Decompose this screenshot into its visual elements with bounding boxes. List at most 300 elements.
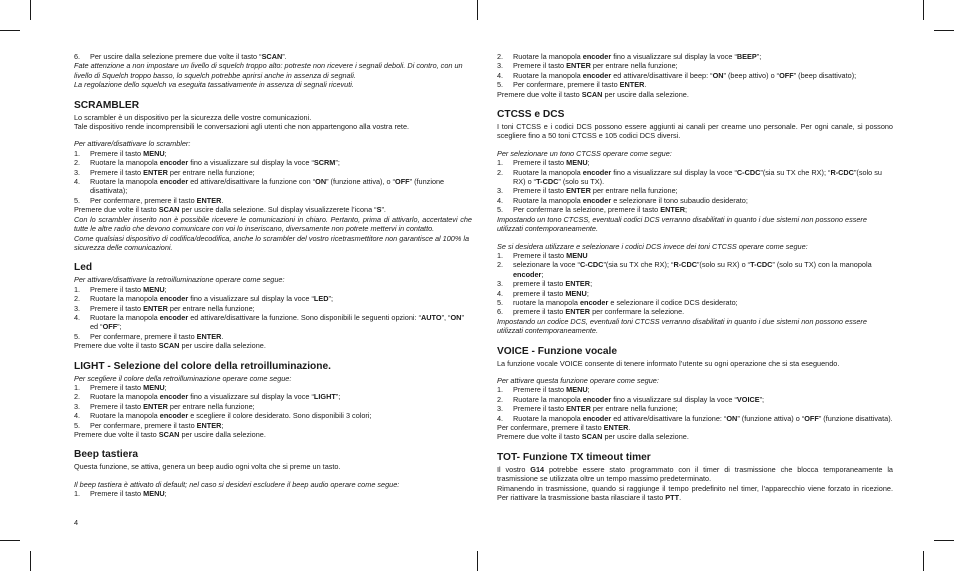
list-item: [74, 392, 472, 401]
list-item: [497, 52, 893, 61]
text-run: per entrare nella funzione;: [590, 404, 678, 414]
list-text: [90, 402, 472, 411]
list-item: [497, 158, 893, 167]
list-number: 6.: [497, 307, 504, 317]
bold-text: ENTER: [196, 195, 222, 205]
bold-text: encoder: [159, 177, 189, 187]
text-run: Premere due volte il tasto: [497, 432, 582, 442]
text-run: Premere due volte il tasto: [74, 341, 159, 351]
text-run: Per attivare questa funzione operare come segue:: [497, 375, 659, 385]
list-number: 5.: [74, 420, 81, 430]
list-text: [90, 158, 472, 167]
list-number: 1.: [74, 382, 81, 392]
text-run: per uscire dalla selezione.: [602, 432, 689, 442]
text-run: Premere il tasto: [90, 489, 144, 499]
bold-text: encoder: [159, 158, 189, 168]
text-run: ;: [164, 148, 167, 158]
spacer: [497, 141, 893, 149]
text-run: Ruotare la manopola: [90, 294, 160, 304]
bold-text: SCAN: [158, 430, 180, 439]
list-text: [513, 71, 893, 80]
section-heading: TOT- Funzione TX timeout timer: [497, 451, 651, 463]
list-number: 3.: [74, 401, 81, 411]
text-run: Premere il tasto: [513, 385, 567, 395]
list-number: 4.: [74, 312, 81, 322]
bold-text: encoder: [582, 167, 612, 177]
list-item: [497, 404, 893, 413]
list-number: 1.: [497, 158, 504, 168]
list-item: [74, 158, 472, 167]
bold-text: encoder: [582, 195, 612, 205]
bold-text: encoder: [582, 70, 612, 80]
text-run: Ruotare la manopola: [513, 394, 583, 404]
bold-text: VOICE: [736, 394, 760, 404]
paragraph: [497, 432, 893, 441]
list-number: 5.: [497, 297, 504, 307]
spacer: [497, 368, 893, 376]
text-run: ;: [164, 382, 167, 392]
section-heading: LIGHT - Selezione del colore della retroilluminazione.: [74, 360, 332, 372]
list-number: 4.: [497, 288, 504, 298]
list-text: [513, 289, 893, 298]
list-text: [513, 414, 893, 423]
text-run: Per confermare, premere il tasto: [90, 420, 197, 430]
spacer: [497, 234, 893, 242]
paragraph: [74, 205, 472, 214]
text-run: fino a visualizzare sul display la voce “: [611, 394, 737, 404]
text-run: Premere il tasto: [90, 284, 144, 294]
text-run: e selezionare il codice DCS desiderato;: [608, 297, 738, 307]
text-run: Ruotare la manopola: [513, 167, 583, 177]
text-run: La regolazione dello squelch va eseguita tassativamente in assenza di segnali ricevuti.: [74, 80, 354, 90]
list-text: [513, 279, 893, 288]
bold-text: encoder: [582, 52, 612, 61]
list-item: [74, 52, 472, 61]
list-item: [497, 385, 893, 394]
list-number: 4.: [497, 70, 504, 80]
bold-text: SCAN: [261, 52, 283, 61]
text-run: .: [221, 331, 224, 341]
bold-text: encoder: [159, 294, 189, 304]
bold-text: LIGHT: [313, 392, 336, 402]
text-run: ” (funzione attiva), o “: [326, 177, 396, 187]
text-run: per entrare nella funzione;: [590, 61, 678, 71]
bold-text: C-CDC: [579, 260, 604, 270]
bold-text: OFF: [804, 413, 819, 423]
bold-text: encoder: [159, 392, 189, 402]
crop-mark-bottom-left-h: [0, 540, 20, 541]
right-column: [497, 52, 893, 502]
section-heading: Beep tastiera: [74, 449, 138, 461]
list-item: [497, 414, 893, 423]
list-item: [497, 205, 893, 214]
text-run: Come qualsiasi dispositivo di codifica/decodifica, anche lo scrambler del vostro ricetrasmettitore non garantisce al 100% la sicurezza delle comunicazioni.: [74, 233, 470, 252]
bold-text: SCAN: [158, 205, 180, 215]
bold-text: ON: [712, 70, 724, 80]
text-run: Per uscire dalla selezione premere due volte il tasto “: [90, 52, 262, 61]
bold-text: MENU: [143, 489, 165, 499]
text-run: Per selezionare un tono CTCSS operare come segue:: [497, 148, 672, 158]
paragraph: [497, 149, 893, 158]
list-text: [513, 251, 893, 260]
text-run: premere il tasto: [513, 288, 566, 298]
text-run: Con lo scrambler inserito non è possibile ricevere le comunicazioni in chiaro. Pertanto, prima di attivarlo, accertatevi che tutte le altre radio che devono comunicare con voi lo inseriscano, diversamente non potrete mettervi in contatto.: [74, 214, 472, 234]
list-text: [90, 52, 472, 61]
text-run: e selezionare il tono subaudio desiderato;: [611, 195, 748, 205]
text-run: e scegliere il colore desiderato. Sono disponibili 3 colori;: [188, 411, 372, 421]
bold-text: MENU: [143, 284, 165, 294]
crop-mark-bottom-right: [923, 551, 924, 571]
bold-text: ON: [315, 177, 327, 187]
text-run: ”;: [117, 322, 122, 332]
text-run: Per scegliere il colore della retroilluminazione operare come segue:: [74, 373, 292, 383]
paragraph: [497, 423, 893, 432]
text-run: Premere il tasto: [90, 148, 144, 158]
text-run: La funzione vocale VOICE consente di tenere informato l’utente su ogni operazione che si sta eseguendo.: [497, 358, 840, 368]
list-item: [74, 149, 472, 158]
paragraph: [497, 465, 893, 484]
paragraph: [74, 215, 472, 234]
bold-text: ENTER: [565, 279, 591, 289]
list-number: 2.: [497, 167, 504, 177]
text-run: selezionare la voce “: [513, 260, 580, 270]
bold-text: ON: [450, 312, 462, 322]
text-run: ”(sia su TX che RX); “: [760, 167, 831, 177]
bold-text: S: [376, 205, 382, 215]
list-item: [497, 168, 893, 187]
list-text: [513, 168, 893, 187]
text-run: Ruotare la manopola: [90, 177, 160, 187]
text-run: Ruotare la manopola: [513, 195, 583, 205]
list-text: [90, 149, 472, 158]
list-number: 2.: [497, 260, 504, 270]
text-run: Ruotare la manopola: [513, 52, 583, 61]
paragraph: [74, 139, 472, 148]
text-run: ”;: [756, 52, 762, 61]
list-number: 2.: [74, 392, 81, 402]
bold-text: C-CDC: [736, 167, 761, 177]
text-run: ” (funzione disattivata).: [818, 413, 893, 423]
text-run: .: [221, 195, 224, 205]
text-run: ”;: [759, 394, 765, 404]
list-text: [513, 186, 893, 195]
list-item: [74, 402, 472, 411]
text-run: ed attivare/disattivare la funzione: “: [611, 413, 727, 423]
text-run: ” (funzione disattivata);: [90, 177, 445, 196]
bold-text: encoder: [582, 394, 612, 404]
text-run: ;: [221, 420, 224, 430]
text-run: Premere il tasto: [513, 158, 567, 168]
list-number: 1.: [74, 148, 81, 158]
text-run: ed attivare/disattivare il beep: “: [611, 70, 713, 80]
list-item: [497, 395, 893, 404]
text-run: Ruotare la manopola: [90, 312, 160, 322]
section-heading: CTCSS e DCS: [497, 109, 565, 121]
list-number: 4.: [497, 413, 504, 423]
text-run: Lo scrambler è un dispositivo per la sicurezza delle vostre comunicazioni.: [74, 112, 312, 122]
text-run: Per confermare, premere il tasto: [90, 331, 197, 341]
bold-text: ENTER: [566, 404, 591, 414]
text-run: fino a visualizzare sul display la voce “: [611, 52, 737, 61]
bold-text: T-CDC: [750, 260, 773, 270]
list-number: 5.: [497, 205, 504, 215]
text-run: premere il tasto: [513, 279, 566, 289]
crop-mark-bottom-right-h: [934, 540, 954, 541]
paragraph: [497, 90, 893, 99]
crop-mark-top-left-h: [0, 30, 20, 31]
list-number: 1.: [497, 385, 504, 395]
list-text: [90, 177, 472, 196]
text-run: ” (beep disattivato);: [793, 70, 857, 80]
list-text: [513, 158, 893, 167]
list-text: [90, 392, 472, 401]
list-text: [90, 489, 472, 498]
crop-mark-top-right-h: [934, 30, 954, 31]
text-run: ”;: [335, 158, 340, 168]
text-run: per uscire dalla selezione. Sul display visualizzerete l’icona “: [179, 205, 377, 215]
bold-text: T-CDC: [536, 177, 559, 187]
paragraph: [497, 376, 893, 385]
list-text: [513, 385, 893, 394]
text-run: Premere il tasto: [513, 186, 567, 196]
text-run: Per confermare la selezione, premere il tasto: [513, 205, 661, 215]
bold-text: MENU: [143, 382, 165, 392]
paragraph: [74, 122, 472, 131]
bold-text: ENTER: [619, 80, 645, 90]
list-item: [74, 421, 472, 430]
text-run: ” ed “: [90, 312, 464, 332]
paragraph: [74, 374, 472, 383]
list-number: 3.: [74, 303, 81, 313]
list-item: [497, 186, 893, 195]
list-text: [513, 205, 893, 214]
bold-text: MENU: [566, 158, 588, 168]
text-run: per entrare nella funzione;: [590, 186, 678, 196]
list-number: 1.: [74, 489, 81, 499]
bold-text: SCAN: [158, 341, 180, 351]
paragraph: [497, 215, 893, 234]
text-run: premere il tasto: [513, 307, 566, 317]
section-heading: Led: [74, 262, 93, 274]
bold-text: AUTO: [421, 312, 442, 322]
paragraph: [497, 242, 893, 251]
text-run: ;: [541, 269, 544, 279]
text-run: ” (beep attivo) o “: [723, 70, 780, 80]
text-run: ” (solo su TX) con la manopola: [772, 260, 872, 270]
text-run: Il vostro: [497, 464, 531, 474]
bold-text: OFF: [779, 70, 794, 80]
paragraph: [74, 341, 472, 350]
text-run: ”.: [282, 52, 287, 61]
list-item: [497, 61, 893, 70]
text-run: Premere il tasto: [90, 382, 144, 392]
text-run: Premere il tasto: [513, 61, 567, 71]
list-text: [90, 168, 472, 177]
text-run: Se si desidera utilizzare e selezionare i codici DCS invece dei toni CTCSS operare come segue:: [497, 241, 808, 251]
text-run: ruotare la manopola: [513, 297, 580, 307]
crop-mark-top-right: [923, 0, 924, 20]
text-run: Ruotare la manopola: [90, 392, 160, 402]
bold-text: ENTER: [566, 186, 591, 196]
list-text: [90, 294, 472, 303]
bold-text: encoder: [582, 413, 612, 423]
list-text: [513, 260, 893, 279]
bold-text: ENTER: [603, 423, 629, 432]
list-item: [74, 177, 472, 196]
text-run: Premere due volte il tasto: [74, 205, 159, 215]
section-heading: SCRAMBLER: [74, 99, 140, 111]
list-text: [90, 421, 472, 430]
text-run: ” (funzione attiva) o “: [737, 413, 805, 423]
paragraph: [497, 122, 893, 141]
list-number: 3.: [497, 61, 504, 71]
list-number: 5.: [497, 80, 504, 90]
list-number: 4.: [74, 411, 81, 421]
section-heading: VOICE - Funzione vocale: [497, 345, 618, 357]
list-text: [513, 52, 893, 61]
bold-text: ENTER: [143, 303, 168, 313]
text-run: .: [644, 80, 647, 90]
list-text: [513, 80, 893, 89]
bold-text: SCAN: [581, 89, 603, 99]
text-run: ”, “: [441, 312, 451, 322]
spacer: [74, 131, 472, 139]
text-run: Per attivare/disattivare la retroilluminazione operare come segue:: [74, 275, 285, 285]
bold-text: encoder: [159, 312, 189, 322]
text-run: Ruotare la manopola: [513, 70, 583, 80]
bold-text: PTT: [665, 493, 680, 503]
spacer: [74, 472, 472, 480]
list-text: [90, 196, 472, 205]
list-number: 2.: [74, 158, 81, 168]
text-run: Premere il tasto: [90, 303, 144, 313]
text-run: ed attivare/disattivare la funzione. Sono disponibili le seguenti opzioni: “: [188, 312, 422, 322]
list-item: [497, 71, 893, 80]
list-item: [74, 285, 472, 294]
bold-text: ON: [726, 413, 738, 423]
text-run: Per confermare, premere il tasto: [513, 80, 620, 90]
text-run: ;: [587, 158, 590, 168]
list-item: [74, 168, 472, 177]
text-run: ;: [164, 489, 167, 499]
text-run: ;: [586, 288, 589, 298]
paragraph: [74, 430, 472, 439]
list-item: [497, 251, 893, 260]
text-run: Per attivare/disattivare lo scrambler:: [74, 139, 191, 149]
text-run: .: [679, 493, 682, 503]
text-run: per uscire dalla selezione.: [179, 430, 266, 439]
text-run: Il beep tastiera è attivato di default; nel caso si desideri escludere il beep audio operare come segue:: [74, 479, 400, 489]
text-run: fino a visualizzare sul display la voce “: [611, 167, 737, 177]
list-number: 1.: [74, 284, 81, 294]
text-run: ”(sia su TX che RX); “: [603, 260, 674, 270]
list-item: [74, 196, 472, 205]
text-run: Questa funzione, se attiva, genera un beep audio ogni volta che si preme un tasto.: [74, 462, 341, 472]
text-run: Premere il tasto: [513, 250, 567, 260]
text-run: Ruotare la manopola: [90, 411, 160, 421]
bold-text: ENTER: [660, 205, 685, 215]
list-number: 2.: [497, 394, 504, 404]
list-number: 6.: [74, 52, 81, 61]
bold-text: OFF: [395, 177, 410, 187]
list-number: 3.: [497, 279, 504, 289]
list-number: 2.: [497, 52, 504, 61]
list-text: [90, 285, 472, 294]
crop-mark-bottom-center: [477, 551, 478, 571]
list-text: [90, 383, 472, 392]
list-number: 3.: [74, 167, 81, 177]
bold-text: MENU: [566, 250, 588, 260]
list-item: [74, 489, 472, 498]
text-run: per entrare nella funzione;: [167, 303, 255, 313]
list-text: [513, 298, 893, 307]
text-run: per uscire dalla selezione.: [602, 89, 689, 99]
bold-text: R-CDC: [830, 167, 854, 177]
paragraph: [74, 480, 472, 489]
list-item: [74, 332, 472, 341]
list-number: 5.: [74, 331, 81, 341]
bold-text: encoder: [513, 269, 542, 279]
bold-text: ENTER: [143, 401, 168, 411]
list-item: [497, 80, 893, 89]
text-run: ”;: [328, 294, 333, 304]
text-run: Tale dispositivo rende incomprensibili le conversazioni agli utenti che non appartengono alla vostra rete.: [74, 122, 410, 132]
bold-text: LED: [313, 294, 329, 304]
text-run: Impostando un codice DCS, eventuali toni CTCSS verranno disabilitati in quanto i due sistemi non possono essere utilizzati contemporaneamente.: [497, 316, 867, 336]
text-run: I toni CTCSS e i codici DCS possono essere aggiunti ai canali per crearne uno personale. Per ogni canale, si possono scegliere fino a 50 toni CTCSS e 105 codici DCS diversi.: [497, 122, 893, 141]
bold-text: MENU: [143, 148, 165, 158]
list-number: 3.: [497, 186, 504, 196]
paragraph: [74, 61, 472, 80]
text-run: ”.: [381, 205, 386, 215]
list-text: [90, 313, 472, 332]
text-run: per confermare la selezione.: [590, 307, 685, 317]
text-run: ”(solo su RX) o “: [513, 167, 882, 187]
text-run: Impostando un tono CTCSS, eventuali codici DCS verranno disabilitati in quanto i due sistemi non possono essere utilizzati contemporaneamente.: [497, 214, 867, 234]
bold-text: ENTER: [143, 167, 168, 177]
list-text: [513, 395, 893, 404]
list-number: 5.: [74, 195, 81, 205]
bold-text: R-CDC: [673, 260, 697, 270]
text-run: Per confermare, premere il tasto: [90, 195, 197, 205]
text-run: potrebbe essere stato programmato con il timer di trasmissione che blocca temporaneamente la trasmissione se utilizzata oltre un tempo massimo predeterminato.: [497, 464, 893, 484]
list-item: [497, 196, 893, 205]
list-item: [497, 260, 893, 279]
bold-text: ENTER: [196, 420, 222, 430]
list-item: [497, 307, 893, 316]
list-item: [74, 411, 472, 420]
crop-mark-top-left: [30, 0, 31, 20]
list-item: [497, 298, 893, 307]
list-item: [74, 383, 472, 392]
text-run: ;: [587, 385, 590, 395]
list-item: [74, 304, 472, 313]
paragraph: [74, 462, 472, 471]
left-column: [74, 52, 472, 499]
list-number: 2.: [74, 294, 81, 304]
list-item: [497, 279, 893, 288]
list-number: 3.: [497, 404, 504, 414]
crop-mark-bottom-left: [30, 551, 31, 571]
list-text: [513, 404, 893, 413]
text-run: Ruotare la manopola: [90, 158, 160, 168]
bold-text: MENU: [566, 385, 588, 395]
list-item: [74, 313, 472, 332]
paragraph: [497, 317, 893, 336]
bold-text: SCRM: [313, 158, 336, 168]
paragraph: [74, 234, 472, 253]
list-number: 1.: [497, 250, 504, 260]
